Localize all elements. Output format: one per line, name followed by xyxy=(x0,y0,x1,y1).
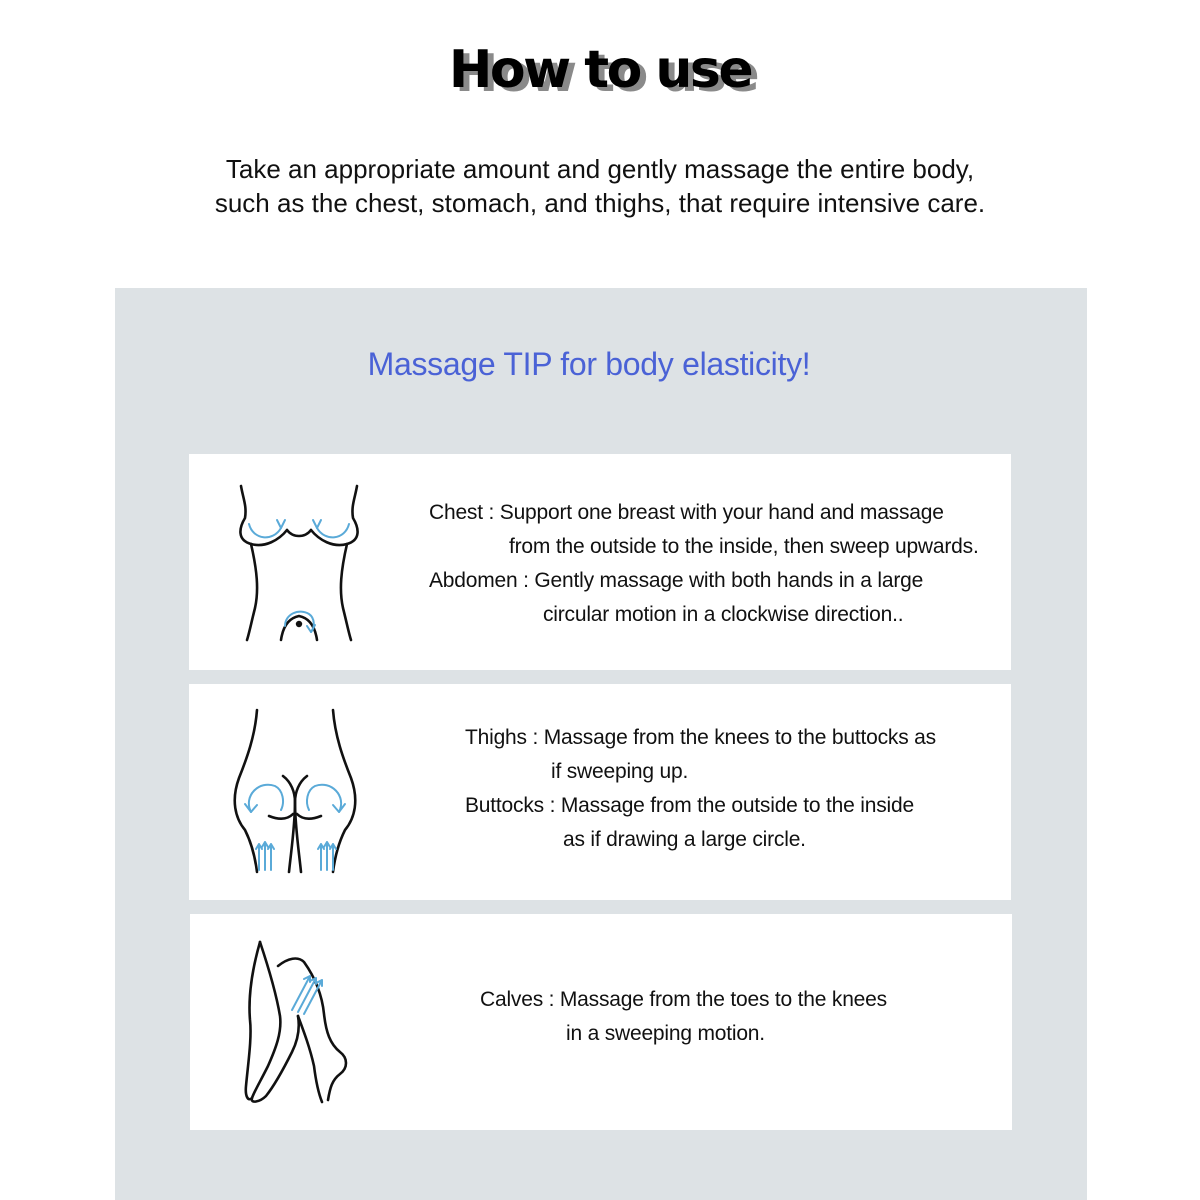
intro-text xyxy=(0,152,1200,220)
hips-thighs-buttocks-illustration xyxy=(229,706,369,876)
massage-tip-panel xyxy=(115,288,1087,1200)
legs-calves-illustration xyxy=(238,936,358,1108)
chest-abdomen-instructions xyxy=(429,496,979,632)
tip-card-chest-abdomen xyxy=(189,454,1011,670)
calves-line-2: in a sweeping motion. xyxy=(566,1022,765,1045)
thighs-line-1: Thighs : Massage from the knees to the buttocks as xyxy=(465,726,936,749)
thighs-buttocks-instructions xyxy=(465,721,936,857)
abdomen-line-2: circular motion in a clockwise direction.. xyxy=(543,603,904,626)
buttocks-line-2: as if drawing a large circle. xyxy=(563,828,806,851)
abdomen-line-1: Abdomen : Gently massage with both hands in a large xyxy=(429,569,924,592)
chest-line-1: Chest : Support one breast with your hand and massage xyxy=(429,501,944,524)
tip-card-thighs-buttocks xyxy=(189,684,1011,900)
intro-line-2: such as the chest, stomach, and thighs, that require intensive care. xyxy=(214,188,986,218)
thighs-line-2: if sweeping up. xyxy=(551,760,689,783)
tip-title: Massage TIP for body elasticity! xyxy=(367,346,811,382)
calves-line-1: Calves : Massage from the toes to the knees xyxy=(480,988,887,1011)
chest-line-2: from the outside to the inside, then sweep upwards. xyxy=(509,535,979,558)
calves-instructions xyxy=(480,983,887,1051)
page-title: How to use xyxy=(448,40,752,100)
torso-chest-abdomen-illustration xyxy=(229,478,369,646)
tip-card-calves xyxy=(190,914,1012,1130)
intro-line-1: Take an appropriate amount and gently massage the entire body, xyxy=(225,154,975,184)
buttocks-line-1: Buttocks : Massage from the outside to the inside xyxy=(465,794,914,817)
